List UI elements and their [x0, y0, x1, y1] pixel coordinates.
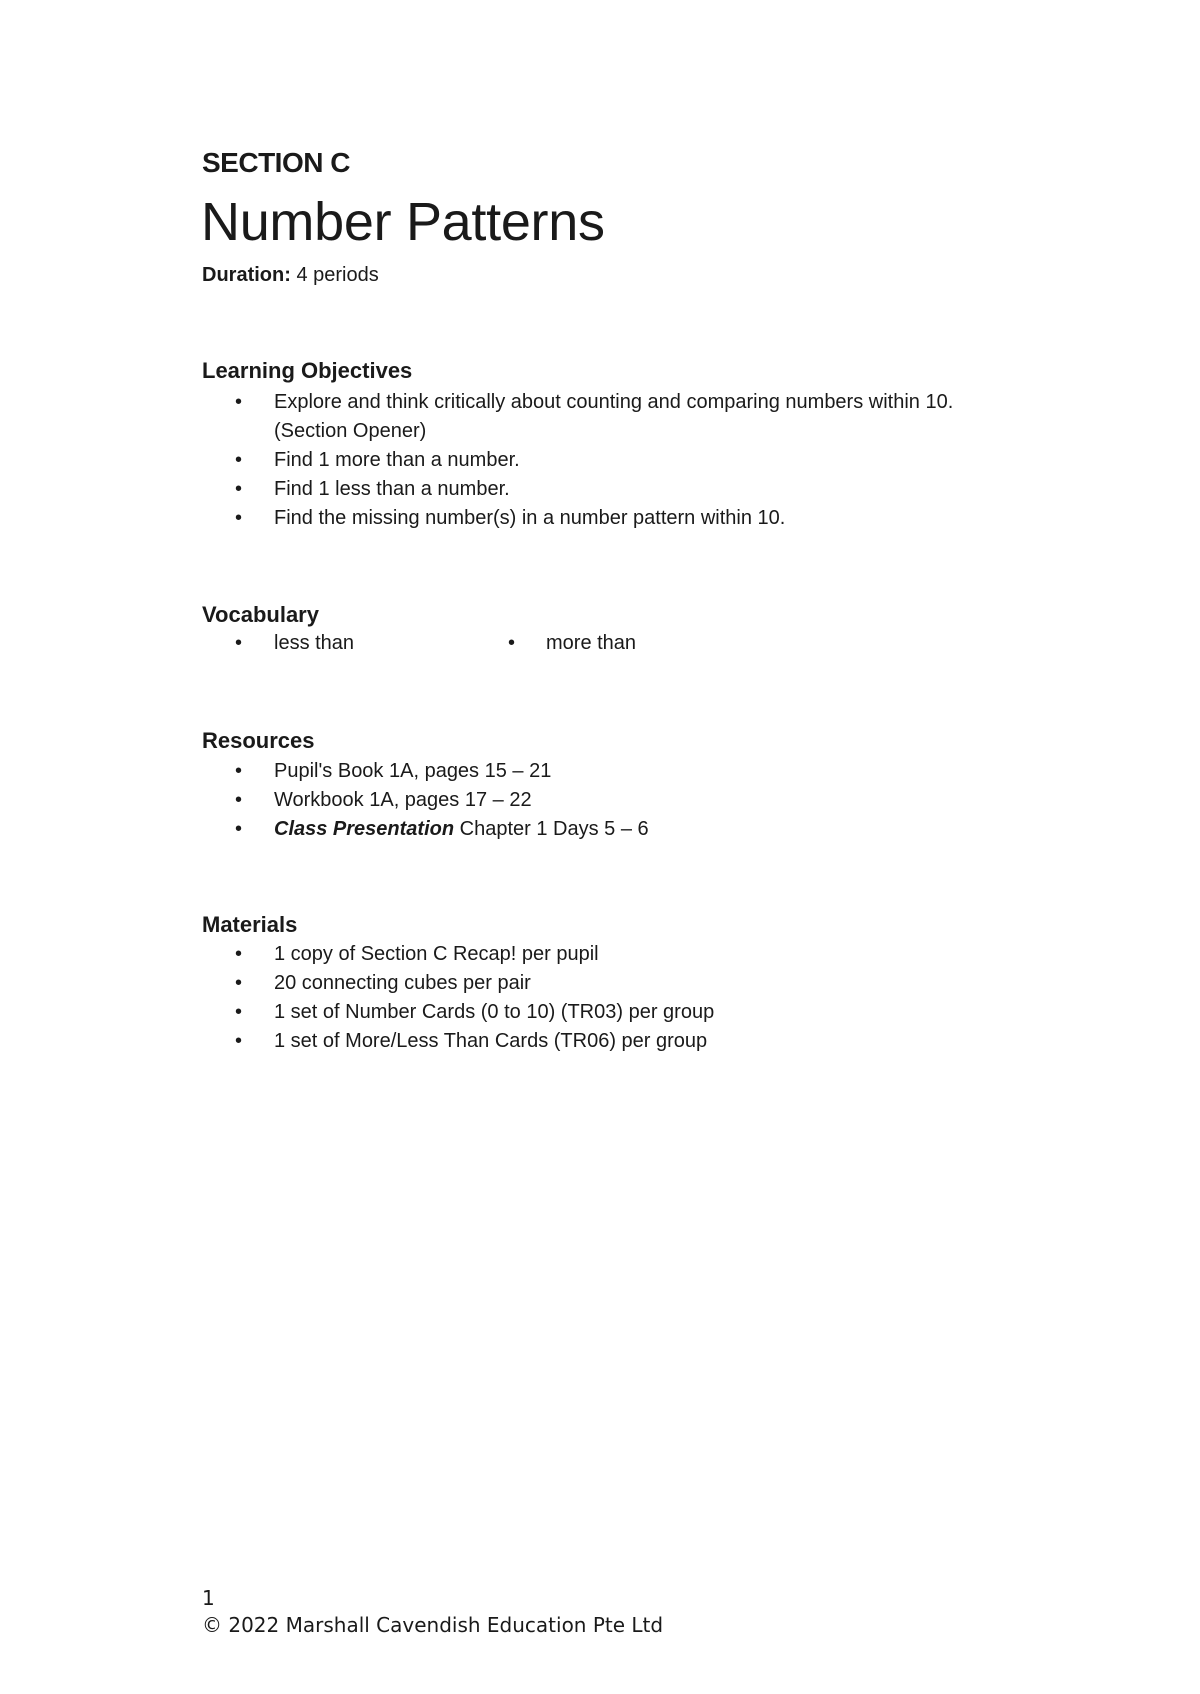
- list-item-text: 1 copy of Section C Recap! per pupil: [274, 943, 599, 965]
- bullet-icon: •: [235, 1001, 243, 1023]
- vocabulary-heading: Vocabulary: [202, 602, 319, 627]
- list-item: [0, 940, 954, 969]
- list-item: [0, 786, 954, 815]
- bullet-icon: •: [235, 972, 243, 994]
- list-item: [0, 446, 954, 475]
- learning-objectives-list: [0, 388, 954, 533]
- bullet-icon: •: [235, 507, 243, 529]
- resources-list: [0, 757, 954, 844]
- bullet-icon: •: [235, 449, 243, 471]
- bullet-icon: •: [235, 943, 243, 965]
- materials-list: [0, 940, 954, 1056]
- list-item: [0, 757, 954, 786]
- list-item-text: 1 set of Number Cards (0 to 10) (TR03) per group: [274, 1001, 715, 1023]
- copyright-notice: © 2022 Marshall Cavendish Education Pte Ltd: [202, 1613, 664, 1637]
- bullet-icon: •: [235, 818, 243, 840]
- list-item: [0, 388, 954, 446]
- learning-objectives-heading: Learning Objectives: [202, 358, 413, 383]
- bullet-icon: •: [235, 789, 243, 811]
- section-label: SECTION C: [202, 147, 350, 178]
- duration-line: [202, 262, 379, 288]
- class-presentation-detail: Chapter 1 Days 5 – 6: [454, 818, 649, 840]
- list-item: [0, 998, 954, 1027]
- class-presentation-emphasis: Class Presentation: [274, 818, 455, 840]
- resources-heading: Resources: [202, 728, 315, 753]
- page-title: Number Patterns: [201, 192, 605, 252]
- list-item: [0, 1027, 954, 1056]
- bullet-icon: •: [508, 632, 516, 654]
- bullet-icon: •: [235, 632, 243, 654]
- list-item-text: Pupil's Book 1A, pages 15 – 21: [274, 760, 552, 782]
- bullet-icon: •: [235, 760, 243, 782]
- duration-value: 4 periods: [290, 264, 379, 286]
- list-item-text: Find the missing number(s) in a number pattern within 10.: [274, 507, 786, 529]
- bullet-icon: •: [235, 1030, 243, 1052]
- bullet-icon: •: [235, 478, 243, 500]
- vocabulary-item-more-than: more than: [546, 632, 637, 654]
- list-item: [0, 475, 954, 504]
- list-item: [0, 815, 954, 844]
- list-item: [0, 969, 954, 998]
- list-item-text: 20 connecting cubes per pair: [274, 972, 531, 994]
- materials-heading: Materials: [202, 912, 298, 937]
- page-number: 1: [202, 1586, 215, 1610]
- list-item-text: 1 set of More/Less Than Cards (TR06) per group: [274, 1030, 708, 1052]
- duration-label: Duration:: [202, 264, 291, 286]
- list-item-text: Find 1 less than a number.: [274, 478, 510, 500]
- list-item-text: Workbook 1A, pages 17 – 22: [274, 789, 532, 811]
- bullet-icon: •: [235, 391, 243, 413]
- list-item-text: Explore and think critically about counting and comparing numbers within 10. (Section Opener): [274, 391, 954, 442]
- list-item: [0, 504, 954, 533]
- list-item-text: Find 1 more than a number.: [274, 449, 520, 471]
- vocabulary-item-less-than: less than: [274, 632, 355, 654]
